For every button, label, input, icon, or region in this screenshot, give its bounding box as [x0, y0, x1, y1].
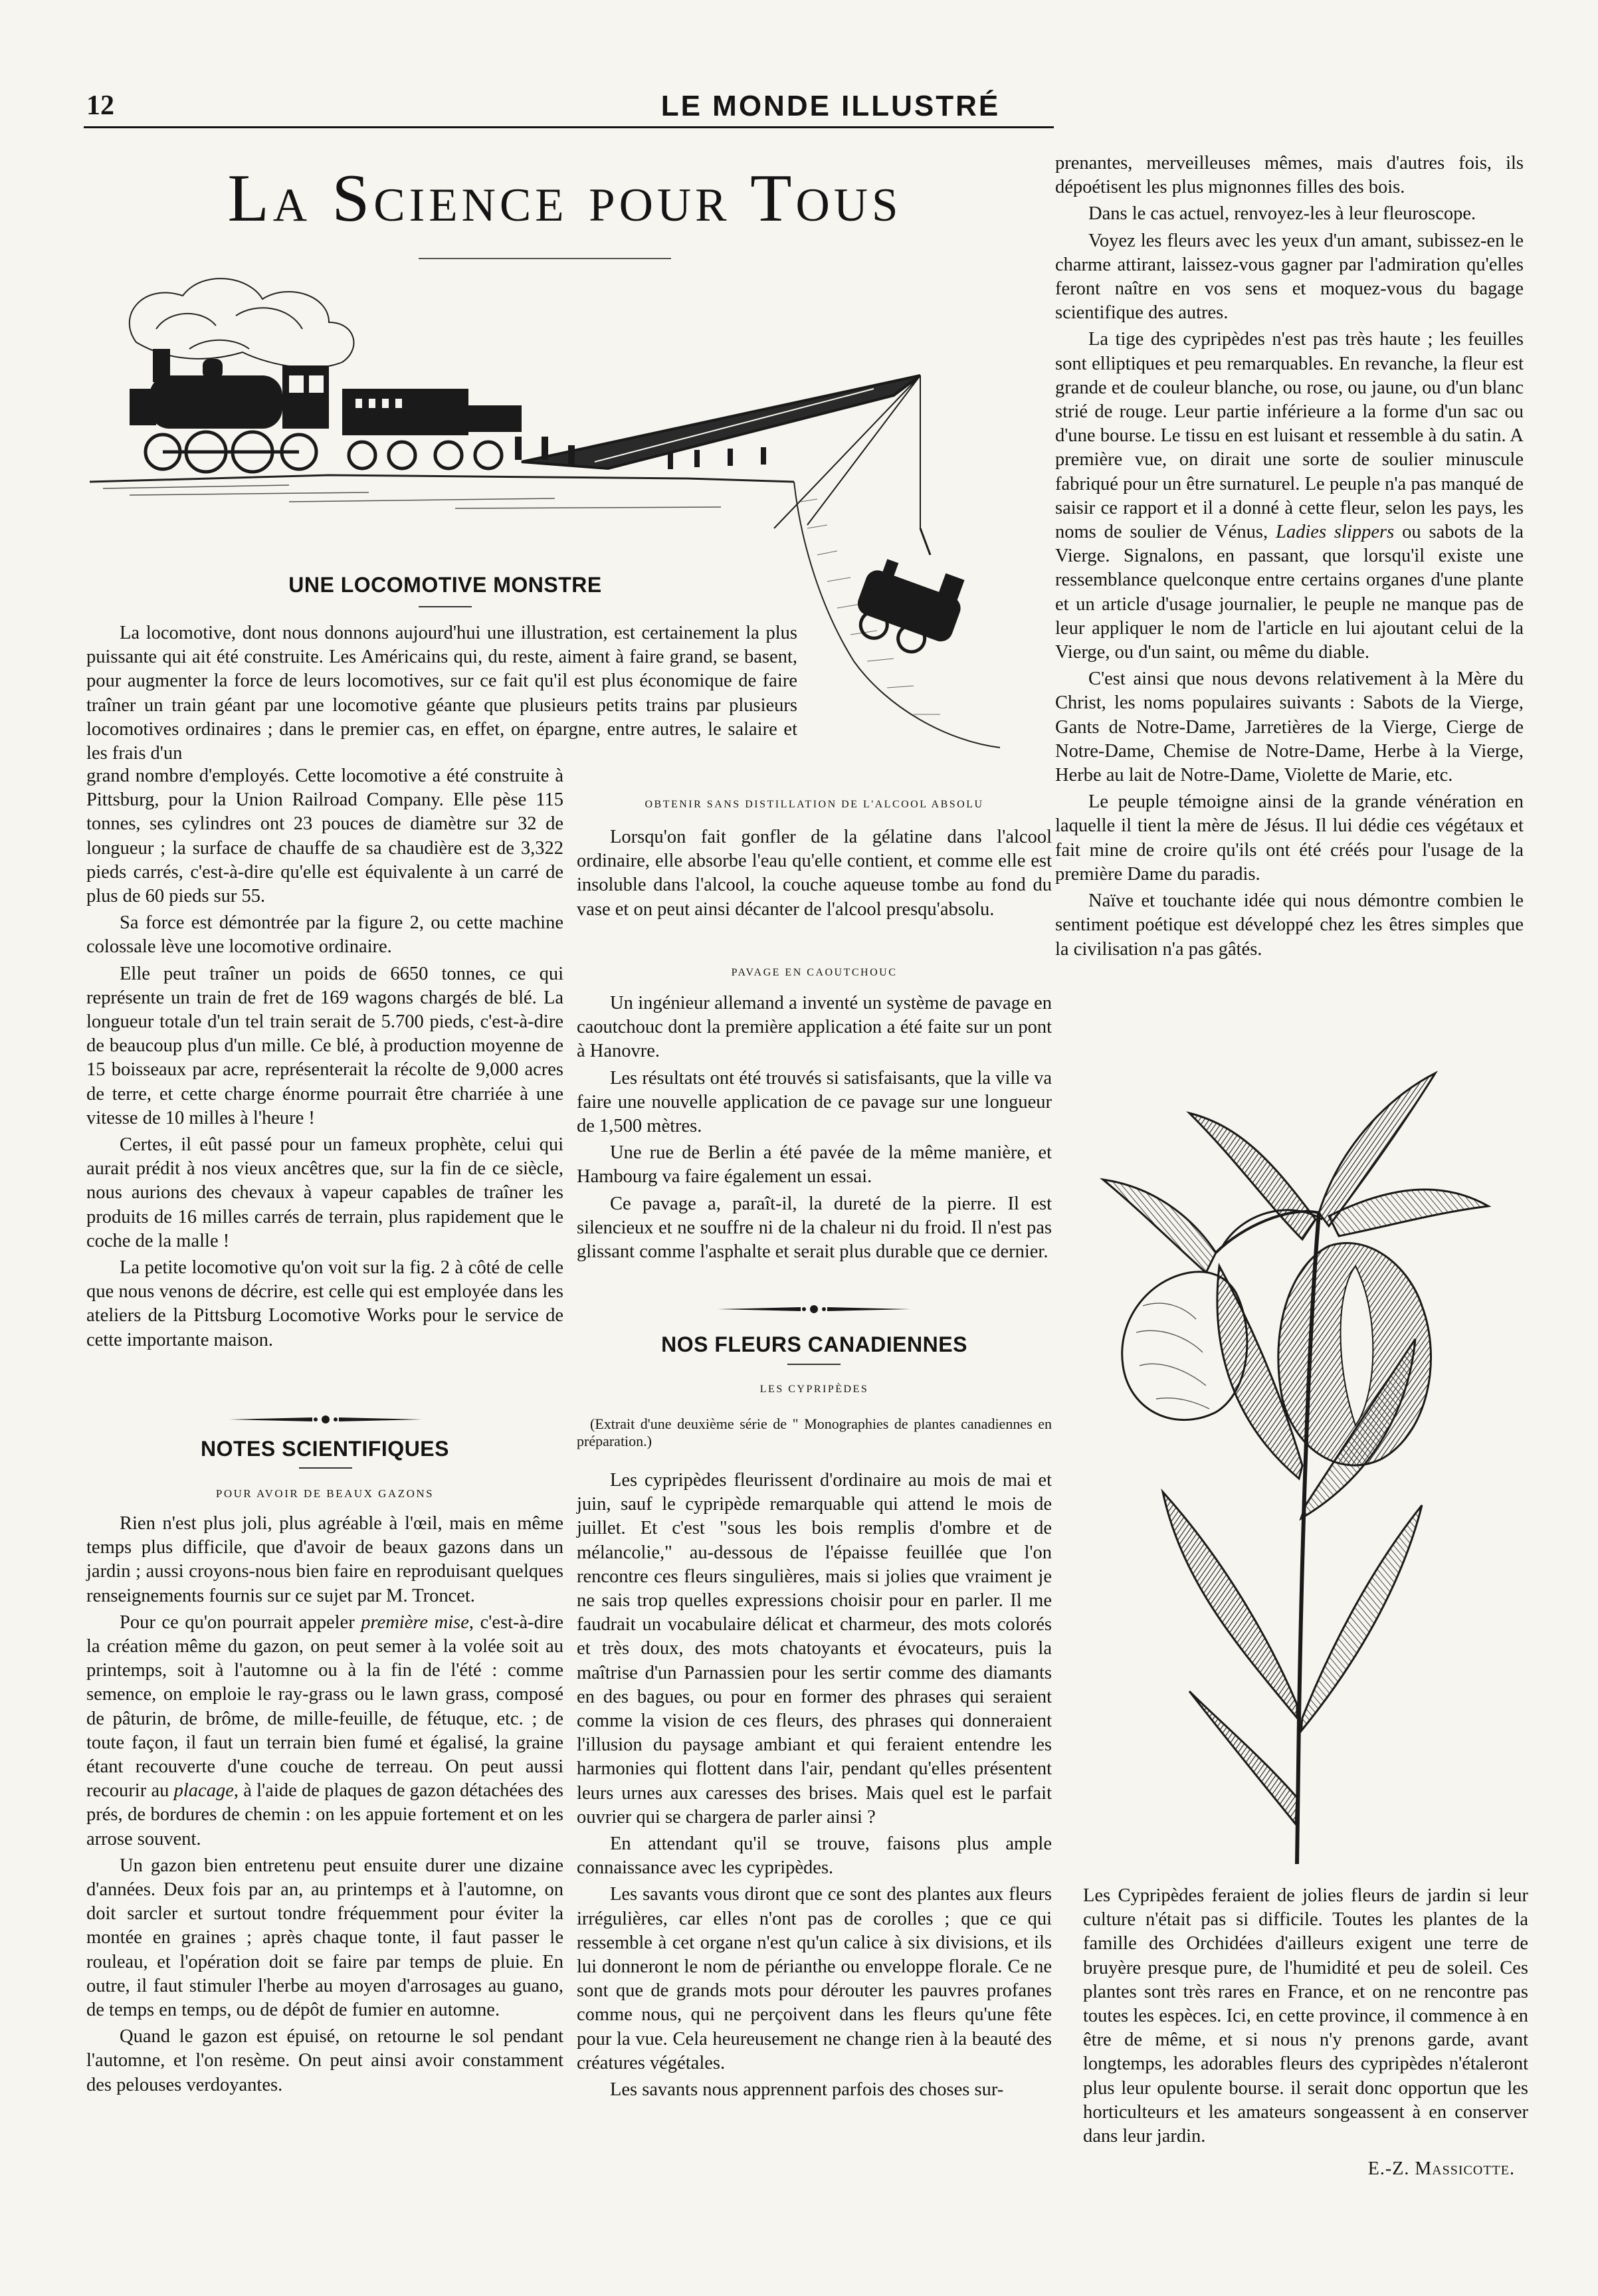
alcool-paragraph: Lorsqu'on fait gonfler de la gélatine dans l'alcool ordinaire, elle absorbe l'eau qu'elle contient, et comme elle est insoluble dans l'alcool, la couche aqueuse tombe au fond du vase et on peut ainsi décanter de l'alcool presqu'absolu. — [577, 827, 1052, 920]
article-title-notes: NOTES SCIENTIFIQUES — [201, 1437, 449, 1461]
locomotive-paragraph-4: Certes, il eût passé pour un fameux prophète, celui qui aurait prédit à nos vieux ancêtres que, sur la fin de ce siècle, nous aurions des chevaux à vapeur capables de traîner les produits de 16 milles carrés de terrain, plus rapidement que le coche de la malle ! — [86, 1134, 563, 1251]
fleurs-right-paragraph-8: Les Cypripèdes feraient de jolies fleurs de jardin si leur culture n'était pas si difficile. Toutes les plantes de la famille des Orchidées d'ailleurs exigent une terre de bruyère presque pure, de l'humidité et peu de soleil. Ces plantes sont très rares en France, et on ne rencontre pas toutes les espèces. Ici, en cette province, il commence à en être de même, et si nous n'y prenons garde, avant longtemps, les adorables fleurs des cypripèdes n'étaleront plus leur opulente bourse. il serait donc opportun que les horticulteurs et les amateurs songeassent à en conserver dans leur jardin. — [1083, 1885, 1528, 2147]
notes-paragraph-2 — [86, 1611, 563, 1851]
locomotive-paragraph-2: Sa force est démontrée par la figure 2, ou cette machine colossale lève une locomotive ordinaire. — [86, 912, 563, 958]
fleurs-right-paragraph-4 — [1055, 328, 1524, 665]
alcool-column — [577, 825, 1052, 922]
notes-paragraph-1: Rien n'est plus joli, plus agréable à l'œil, mais en même temps plus difficile, que d'avoir de beaux gazons dans un jardin ; aussi croyons-nous bien faire en reproduisant quelques renseignements fournis sur ce sujet par M. Troncet. — [86, 1513, 563, 1606]
section-title-rule — [419, 258, 671, 259]
notes-paragraph-2-a: Pour ce qu'on pourrait appeler — [120, 1612, 361, 1633]
fleurs-right-paragraph-7: Naïve et touchante idée qui nous démontre combien le sentiment poétique est développé chez les êtres simples que la civilisation n'a pas gâtés. — [1055, 890, 1524, 960]
author-signature: E.-Z. Massicotte. — [1367, 2158, 1515, 2179]
article-title-locomotive: UNE LOCOMOTIVE MONSTRE — [288, 573, 602, 597]
pavage-paragraph-3: Une rue de Berlin a été pavée de la même manière, et Hambourg va faire également un essai. — [577, 1142, 1052, 1188]
fleurs-right-paragraph-4-b: ou sabots de la Vierge. Signalons, en passant, que lorsqu'il existe une ressemblance quelconque entre certains organes d'une plante et un article d'usage journalier, le peuple ne manque pas de leur appliquer le nom de l'article en lui ajoutant celui de la Vierge, ou d'un saint, ou même du diable. — [1055, 522, 1524, 663]
fleurs-right-paragraph-5: C'est ainsi que nous devons relativement à la Mère du Christ, les noms populaires suivants : Sabots de la Vierge, Gants de Notre-Dame, Jarretières de la Vierge, Cierge de Notre-Dame, Chemise de Notre-Dame, Herbe à la Vierge, Herbe au lait de Notre-Dame, Violette de Marie, etc. — [1055, 669, 1524, 786]
header-rule — [84, 126, 1054, 128]
ornament-divider — [714, 1304, 914, 1314]
fleurs-right-paragraph-6: Le peuple témoigne ainsi de la grande vénération en laquelle il tient la mère de Jésus. Il lui dédie ces végétaux et fait mine de croire qu'ils ont été créés pour l'usage de la première Dame du paradis. — [1055, 791, 1524, 885]
notes-paragraph-2-b: , c'est-à-dire la création même du gazon, on peut semer à la volée soit au printemps, soit à l'automne ou à la fin de l'été : comme semence, on emploie le ray-grass ou le lawn grass, composé de pâturin, de brôme, de mille-feuille, de fétuque, etc. ; de toute façon, il faut un terrain bien fumé et égalisé, la graine étant recouverte d'une couche de terreau. On peut aussi recourir au — [86, 1612, 563, 1802]
pavage-column — [577, 991, 1052, 1264]
locomotive-paragraph-1-cont: grand nombre d'employés. Cette locomotive a été construite à Pittsburg, pour la Union Railroad Company. Elle pèse 115 tonnes, ses cylindres ont 23 pouces de diamètre sur 32 de longueur ; la surface de chauffe de sa chaudière est de 3,322 pieds carrés, c'est-à-dire qu'elle est équivalente à un carré de plus de 60 pieds sur 55. — [86, 766, 563, 907]
publication-title: LE MONDE ILLUSTRÉ — [660, 90, 1001, 122]
title-rule — [787, 1364, 841, 1365]
ornament-divider — [226, 1414, 425, 1425]
fleurs-right-paragraph-2: Dans le cas actuel, renvoyez-les à leur fleuroscope. — [1088, 203, 1476, 225]
fleurs-right-paragraph-4-a: La tige des cypripèdes n'est pas très haute ; les feuilles sont elliptiques et peu remarquables. En revanche, la fleur est grande et de couleur blanche, ou rose, ou jaune, ou d'un blanc strié de rouge. Leur partie inférieure a la forme d'un sac ou d'une bourse. Le tissu en est luisant et ressemble à du satin. A première vue, on dirait une sorte de soulier minuscule fabriqué pour un être surnaturel. Le peuple n'a pas manqué de saisir ce rapport et il a donné à cette fleur, selon les pays, les noms de soulier de Vénus, — [1055, 329, 1524, 543]
notes-emphasis-placage: placage — [173, 1780, 234, 1802]
subheading-gazons: POUR AVOIR DE BEAUX GAZONS — [215, 1487, 435, 1500]
section-title: La Science pour Tous — [227, 161, 902, 236]
notes-paragraph-3: Un gazon bien entretenu peut ensuite durer une dizaine d'années. Deux fois par an, au printemps et à l'automne, on doit sarcler et surtout tondre fréquemment pour éviter la montée en graines ; après chaque tonte, il faut passer le rouleau, et l'opération doit se faire par temps de pluie. En outre, il faut stimuler l'herbe au moyen d'arrosages au guano, de temps en temps, ou de dépôt de fumier en automne. — [86, 1855, 563, 2021]
right-column-bottom — [1083, 1884, 1528, 2148]
pavage-paragraph-1: Un ingénieur allemand a inventé un système de pavage en caoutchouc dont la première application a été faite sur un pont à Hanovre. — [577, 993, 1052, 1062]
subheading-cypripedes: LES CYPRIPÈDES — [759, 1384, 869, 1395]
fleurs-right-paragraph-3: Voyez les fleurs avec les yeux d'un amant, subissez-en le charme attirant, laissez-vous gagner par l'admiration qu'elles feront naître en vos sens et moquez-vous du bagage scientifique des autres. — [1055, 230, 1524, 324]
locomotive-wide-column — [86, 621, 797, 766]
fleurs-editor-note: (Extrait d'une deuxième série de " Monographies de plantes canadiennes en préparation.) — [577, 1415, 1052, 1449]
notes-emphasis-premiere-mise: première mise — [361, 1612, 469, 1633]
locomotive-paragraph-5: La petite locomotive qu'on voit sur la fig. 2 à côté de celle que nous venons de décrire, est celle qui est employée dans les ateliers de la Pittsburg Locomotive Works pour le service de cette importante maison. — [86, 1257, 563, 1350]
fleurs-paragraph-3: Les savants vous diront que ce sont des plantes aux fleurs irrégulières, car elles n'ont pas de corolles ; que ce qui ressemble à cet organe n'est qu'un calice à six divisions, et ils lui donneront le nom de périanthe ou enveloppe florale. Ce ne sont que de grands mots pour dérouter les pauvres profanes comme nous, qui ne perçoivent dans les fleurs qu'une fête pour la vue. Cela heureusement ne change rien à la beauté des créatures végétales. — [577, 1884, 1052, 2073]
title-rule — [419, 606, 472, 607]
pavage-paragraph-4: Ce pavage a, paraît-il, la dureté de la pierre. Il est silencieux et ne souffre ni de la chaleur ni du froid. Il n'est pas glissant comme l'asphalte et serait plus durable que ce dernier. — [577, 1193, 1052, 1263]
fleurs-right-paragraph-1: prenantes, merveilleuses mêmes, mais d'autres fois, ils dépoétisent les plus mignonnes filles des bois. — [1055, 153, 1524, 198]
fleurs-paragraph-1: Les cypripèdes fleurissent d'ordinaire au mois de mai et juin, sauf le cypripède remarquable qui attend le mois de juillet. Et c'est "sous les bois remplis d'ombre et de mélancolie," au-dessous de l'épaisse feuillée que l'on rencontre ces fleurs singulières, mais si jolies que vraiment je ne sais trop quelles expressions choisir pour en parler. Il me faudrait un vocabulaire délicat et charmeur, des mots colorés et très doux, des mots chatoyants et évocateurs, puis la maîtrise d'un Parnassien pour les sertir comme des diamants en des bagues, ou pour en former des phrases qui seraient comme la vision de ces fleurs, des phrases qui donneraient l'illusion du paysage ambiant et qui feraient entendre les harmonies qui flottent dans l'air, pendant qu'elles présentent leurs urnes aux caresses des brises. Mais quel est le parfait ouvrier qui se chargera de parler ainsi ? — [577, 1470, 1052, 1827]
left-column — [86, 764, 563, 1352]
cypripede-illustration — [1090, 1053, 1515, 1867]
locomotive-paragraph-3: Elle peut traîner un poids de 6650 tonnes, ce qui représente un train de fret de 169 wagons chargés de blé. La longueur totale d'un tel train serait de 5.700 pieds, c'est-à-dire de beaucoup plus d'un mille. Ce blé, à production moyenne de 15 boisseaux par acre, représenterait la récolte de 9,000 acres de terre, et cette charge énorme pourrait être charriée à une vitesse de 10 milles à l'heure ! — [86, 963, 563, 1128]
notes-paragraph-4: Quand le gazon est épuisé, on retourne le sol pendant l'automne, et l'on resème. On peut ainsi avoir constamment des pelouses verdoyantes. — [86, 2026, 563, 2095]
locomotive-paragraph-1: La locomotive, dont nous donnons aujourd'hui une illustration, est certainement la plus puissante qui ait été construite. Les Américains qui, du reste, aiment à faire grand, se basent, pour augmenter la force de leurs locomotives, sur ce fait qu'il est plus économique de faire traîner un train géant par une locomotive géante que plusieurs petits trains par plusieurs locomotives ordinaires ; dans le premier cas, en effet, on épargne, entre autres, le salaire et les frais d'un — [86, 623, 797, 764]
subheading-pavage: PAVAGE EN CAOUTCHOUC — [731, 967, 898, 978]
subheading-alcool: OBTENIR SANS DISTILLATION DE L'ALCOOL ABSOLU — [645, 799, 984, 810]
notes-column — [86, 1512, 563, 2097]
page-number: 12 — [86, 90, 114, 121]
fleurs-paragraph-2: En attendant qu'il se trouve, faisons plus ample connaissance avec les cypripèdes. — [577, 1833, 1052, 1879]
title-rule — [299, 1467, 352, 1469]
notes-paragraph-2-c: , à l'aide de plaques de gazon détachées des prés, de bordures de chemin : on les appuie fortement et on les arrose souvent. — [86, 1780, 563, 1849]
fleurs-emphasis-ladies-slippers: Ladies slippers — [1276, 522, 1395, 543]
article-title-fleurs: NOS FLEURS CANADIENNES — [661, 1332, 967, 1356]
right-column — [1055, 152, 1524, 962]
pavage-paragraph-2: Les résultats ont été trouvés si satisfaisants, que la ville va faire une nouvelle application de ce pavage sur une longueur de 1,500 mètres. — [577, 1067, 1052, 1137]
fleurs-column — [577, 1469, 1052, 2102]
fleurs-paragraph-4: Les savants nous apprennent parfois des choses sur- — [610, 2079, 1004, 2101]
